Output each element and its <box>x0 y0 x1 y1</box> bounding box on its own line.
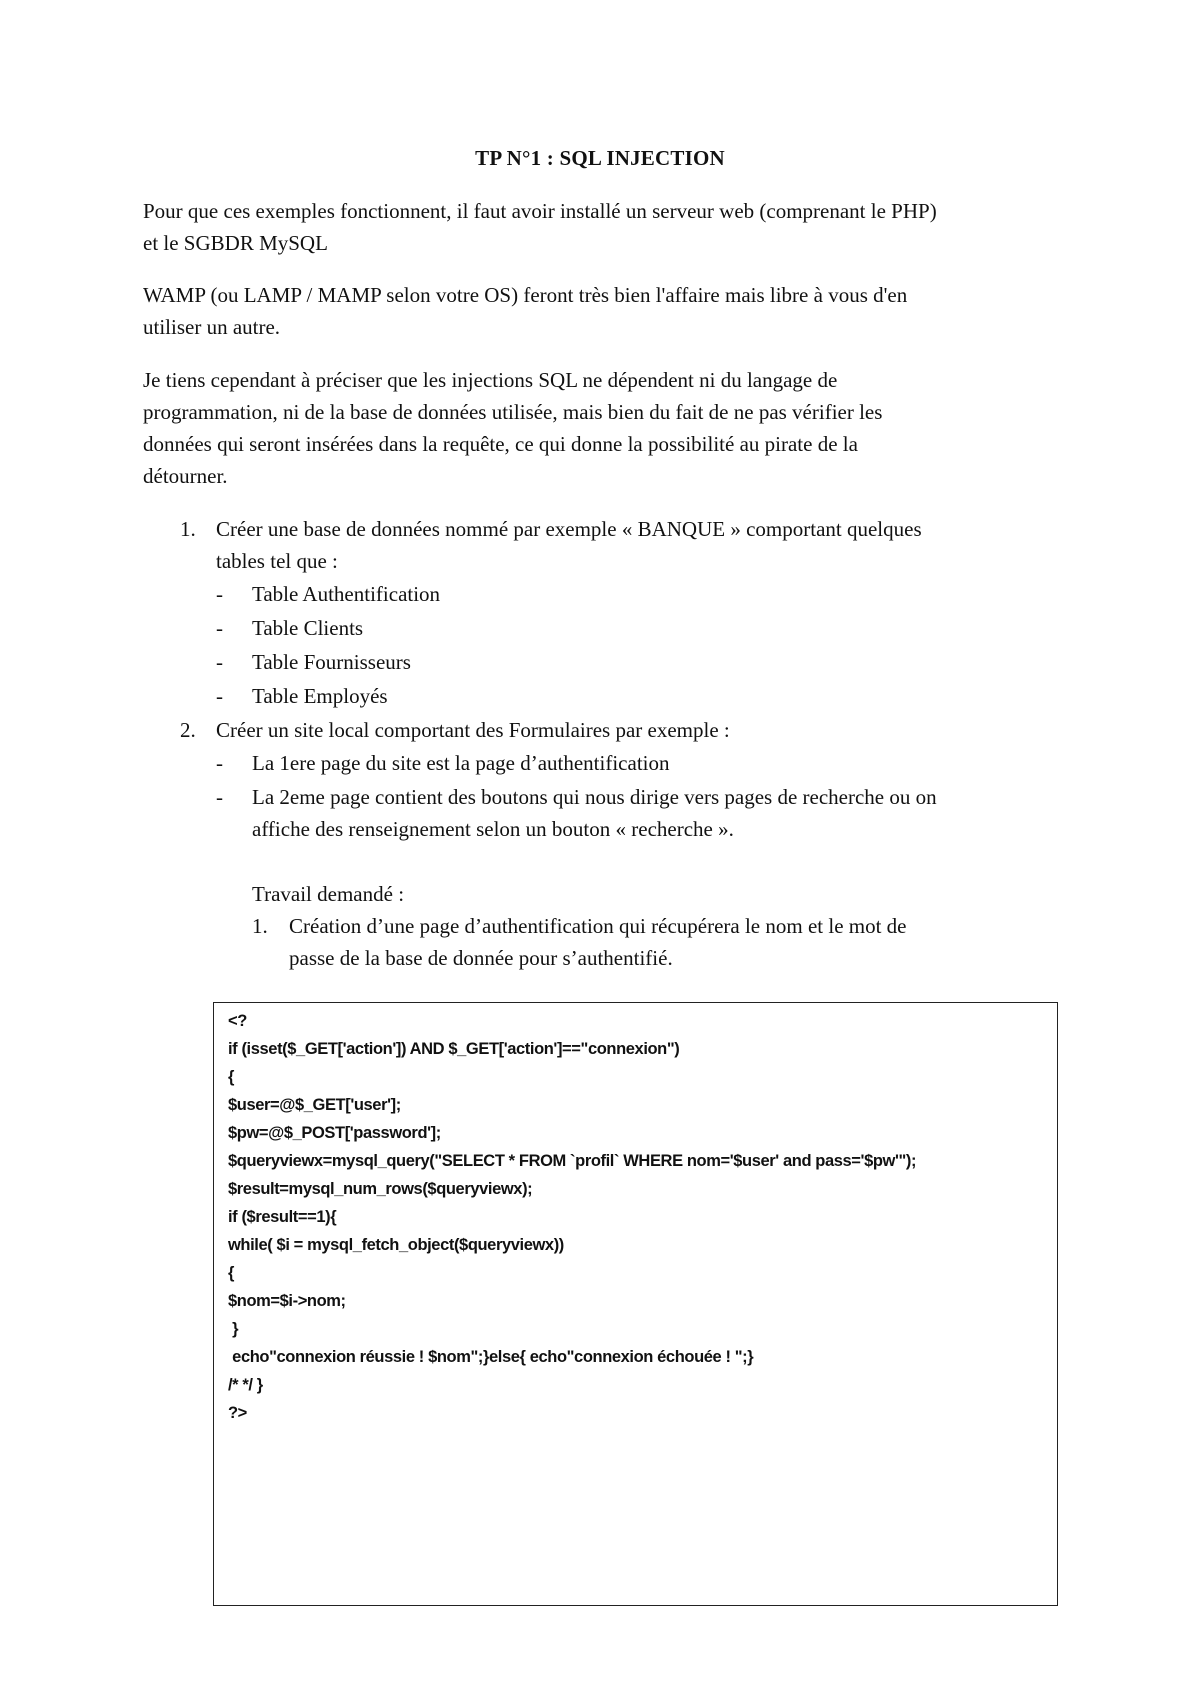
paragraph-1-line-1: Pour que ces exemples fonctionnent, il faut avoir installé un serveur web (comprenant le PHP) <box>143 199 937 223</box>
paragraph-3-line-3: données qui seront insérées dans la requête, ce qui donne la possibilité au pirate de la <box>143 432 858 456</box>
list-item-2-sub-1: La 1ere page du site est la page d’authentification <box>252 751 670 775</box>
list-item-1-line-1: Créer une base de données nommé par exemple « BANQUE » comportant quelques <box>216 517 922 541</box>
work-item-1-line-1: Création d’une page d’authentification qui récupérera le nom et le mot de <box>289 914 907 938</box>
bullet-dash: - <box>216 785 223 809</box>
list-item-2-sub-2-line-2: affiche des renseignement selon un bouton « recherche ». <box>252 817 734 841</box>
bullet-dash: - <box>216 616 223 640</box>
document-title: TP N°1 : SQL INJECTION <box>475 146 725 170</box>
code-block <box>213 1002 1058 1606</box>
list-item-1-line-2: tables tel que : <box>216 549 338 573</box>
list-item-2-sub-2-line-1: La 2eme page contient des boutons qui nous dirige vers pages de recherche ou on <box>252 785 937 809</box>
paragraph-2-line-1: WAMP (ou LAMP / MAMP selon votre OS) feront très bien l'affaire mais libre à vous d'en <box>143 283 908 307</box>
code-line: echo"connexion réussie ! $nom";}else{ echo"connexion échouée ! ";} <box>228 1348 754 1366</box>
code-line: $result=mysql_num_rows($queryviewx); <box>228 1180 533 1198</box>
code-line: ?> <box>228 1404 247 1422</box>
list-item-1-number: 1. <box>180 517 196 541</box>
code-line: /* */ } <box>228 1376 263 1394</box>
code-line: $queryviewx=mysql_query("SELECT * FROM `profil` WHERE nom='$user' and pass='$pw'"); <box>228 1152 917 1170</box>
table-item: Table Employés <box>252 684 388 708</box>
list-item-2-number: 2. <box>180 718 196 742</box>
table-item: Table Clients <box>252 616 364 640</box>
work-item-1-number: 1. <box>252 914 268 938</box>
code-line: if ($result==1){ <box>228 1208 337 1226</box>
bullet-dash: - <box>216 751 223 775</box>
table-item: Table Fournisseurs <box>252 650 411 674</box>
code-line: } <box>228 1320 239 1338</box>
code-line: <? <box>228 1012 247 1030</box>
paragraph-3-line-1: Je tiens cependant à préciser que les injections SQL ne dépendent ni du langage de <box>143 368 838 392</box>
list-item-2-line-1: Créer un site local comportant des Formulaires par exemple : <box>216 718 730 742</box>
bullet-dash: - <box>216 650 223 674</box>
code-line: $user=@$_GET['user']; <box>228 1096 401 1114</box>
bullet-dash: - <box>216 582 223 606</box>
bullet-dash: - <box>216 684 223 708</box>
code-line: $nom=$i->nom; <box>228 1292 346 1310</box>
code-line: if (isset($_GET['action']) AND $_GET['action']=="connexion") <box>228 1040 680 1058</box>
work-item-1-line-2: passe de la base de donnée pour s’authentifié. <box>289 946 673 970</box>
code-line: { <box>228 1264 235 1282</box>
table-item: Table Authentification <box>252 582 441 606</box>
code-line: $pw=@$_POST['password']; <box>228 1124 441 1142</box>
paragraph-2-line-2: utiliser un autre. <box>143 315 281 339</box>
paragraph-3-line-2: programmation, ni de la base de données utilisée, mais bien du fait de ne pas vérifier les <box>143 400 883 424</box>
paragraph-3-line-4: détourner. <box>143 464 228 488</box>
paragraph-1-line-2: et le SGBDR MySQL <box>143 231 328 255</box>
code-line: { <box>228 1068 235 1086</box>
code-line: while( $i = mysql_fetch_object($queryviewx)) <box>228 1236 564 1254</box>
work-heading: Travail demandé : <box>252 882 405 906</box>
